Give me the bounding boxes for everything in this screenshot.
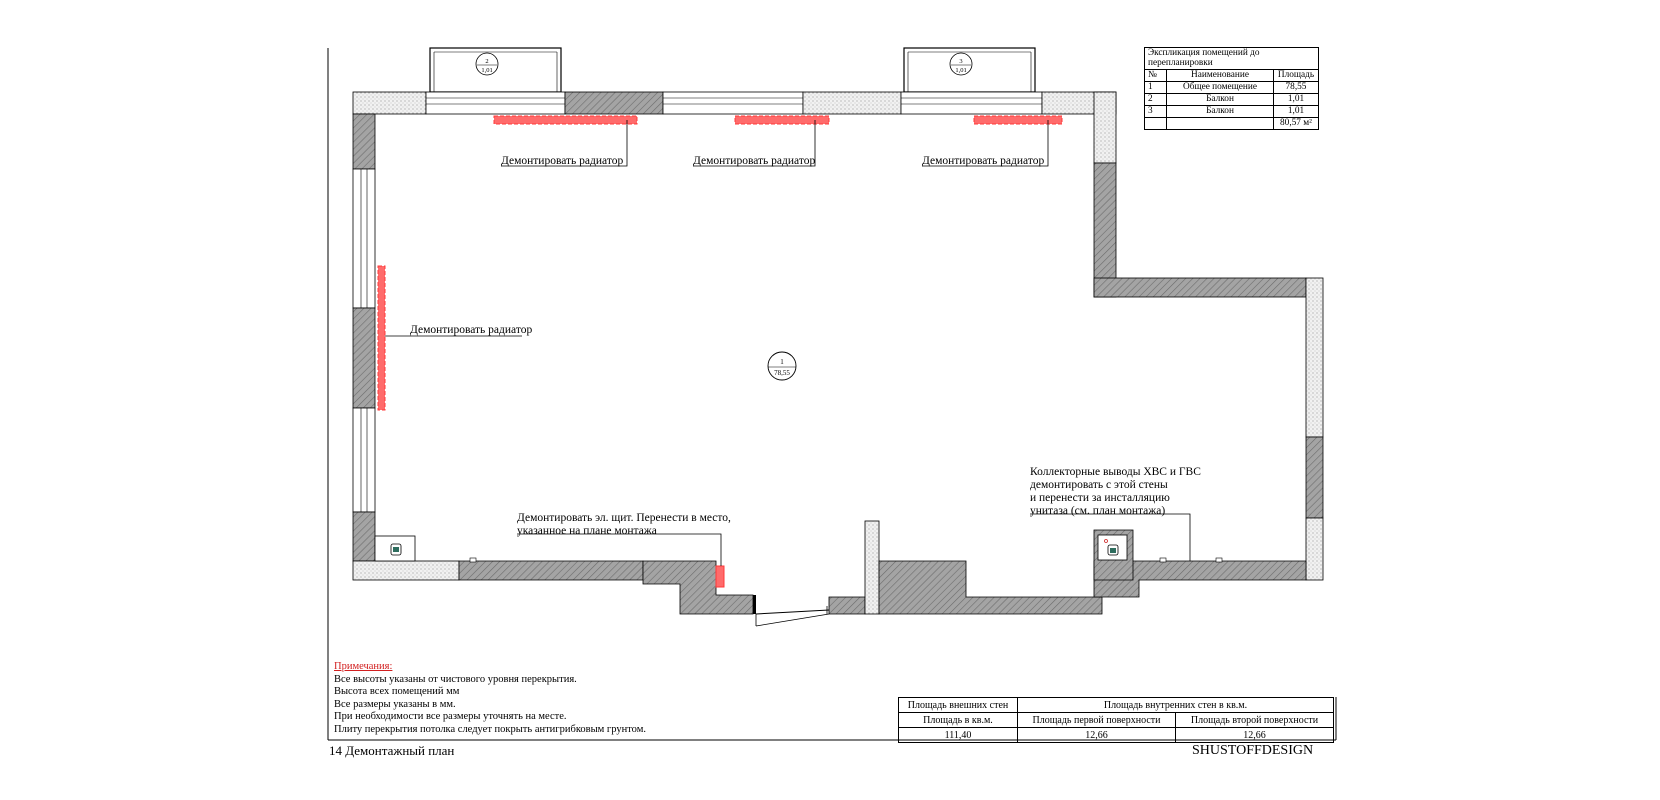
note-line: При необходимости все размеры уточнять на месте. (334, 711, 567, 723)
room-marker-balcony-3 (950, 53, 972, 75)
wall-partition (353, 92, 426, 114)
room-marker-number: 2 (485, 58, 489, 65)
area-header: Площадь внешних стен (899, 698, 1018, 713)
table-cell: Балкон (1167, 105, 1274, 117)
window-opening (353, 408, 375, 512)
wall-partition (865, 521, 879, 614)
explication-title: Экспликация помещений до перепланировки (1145, 48, 1319, 70)
radiator-demolish (494, 116, 637, 124)
table-cell: 78,55 (1274, 81, 1319, 93)
window-opening (901, 92, 1042, 114)
explication-table (1144, 47, 1319, 130)
table-cell (1167, 117, 1274, 129)
annotation-demolish-radiator: Демонтировать радиатор (410, 324, 533, 336)
room-marker-main-1 (768, 352, 796, 380)
room-marker-number: 3 (959, 58, 963, 65)
wall-segment (353, 512, 375, 561)
room-marker-area: 1,01 (481, 67, 493, 74)
wall-areas-table (898, 697, 1334, 743)
annotation-electrical-panel (517, 512, 731, 538)
explication-total: 80,57 м² (1274, 117, 1319, 129)
room-marker-number: 1 (780, 358, 784, 366)
window-opening (353, 169, 375, 308)
radiator-demolish (974, 116, 1062, 124)
wall-segment (829, 597, 865, 614)
table-row (1145, 105, 1319, 117)
annotation-demolish-radiator: Демонтировать радиатор (693, 155, 816, 167)
table-cell: 1,01 (1274, 93, 1319, 105)
annotation-line: Демонтировать эл. щит. Перенести в место, (517, 512, 731, 524)
table-cell (1145, 117, 1167, 129)
table-cell: 3 (1145, 105, 1167, 117)
page-title: 14 Демонтажный план (329, 743, 455, 758)
window-opening (426, 92, 565, 114)
wall-partition (353, 561, 459, 580)
note-line: Высота всех помещений мм (334, 686, 460, 698)
radiator-demolish (378, 266, 385, 410)
wall-partition (1306, 278, 1323, 437)
note-line: Все размеры указаны в мм. (334, 698, 456, 710)
area-column-label: Площадь в кв.м. (899, 713, 1018, 728)
annotation-line: демонтировать с этой стены (1030, 479, 1168, 491)
wall-segment (643, 561, 753, 614)
annotation-line: Коллекторные выводы ХВС и ГВС (1030, 466, 1201, 478)
area-value: 12,66 (1176, 728, 1334, 743)
table-cell: 1,01 (1274, 105, 1319, 117)
wall-segment (1094, 278, 1306, 297)
annotation-line: указанное на плане монтажа (517, 525, 657, 537)
room-marker-area: 78,55 (774, 369, 790, 377)
area-column-label: Площадь первой поверхности (1018, 713, 1176, 728)
annotation-demolish-radiator: Демонтировать радиатор (501, 155, 624, 167)
area-column-label: Площадь второй поверхности (1176, 713, 1334, 728)
table-cell: Балкон (1167, 93, 1274, 105)
explication-header: Наименование (1167, 69, 1274, 81)
table-row (1145, 81, 1319, 93)
entrance-door (756, 610, 829, 614)
annotation-line: унитаза (см. план монтажа) (1030, 505, 1166, 517)
wall-segment (353, 114, 375, 169)
table-cell: Общее помещение (1167, 81, 1274, 93)
annotation-line: и перенести за инсталляцию (1030, 492, 1170, 504)
area-value: 12,66 (1018, 728, 1176, 743)
area-value: 111,40 (899, 728, 1018, 743)
wall-partition (1094, 92, 1116, 163)
table-cell: 2 (1145, 93, 1167, 105)
wall-partition (1306, 518, 1323, 580)
wall-segment (879, 561, 1102, 614)
room-marker-area: 1,01 (955, 67, 967, 74)
explication-header: Площадь (1274, 69, 1319, 81)
annotation-collector-outputs (1030, 466, 1201, 518)
brand-logo-text: SHUSTOFFDESIGN (1192, 743, 1314, 758)
window-opening (663, 92, 803, 114)
note-line: Все высоты указаны от чистового уровня перекрытия. (334, 673, 577, 685)
wall-segment (459, 561, 643, 580)
wall-segment (1306, 437, 1323, 518)
note-line: Плиту перекрытия потолка следует покрыть антигрибковым грунтом. (334, 723, 646, 735)
table-row-total (1145, 117, 1319, 129)
notes-block (334, 661, 646, 737)
wall-segment (1094, 163, 1116, 297)
electrical-panel-demolish (716, 566, 724, 587)
wall-segment (565, 92, 663, 114)
explication-header: № (1145, 69, 1167, 81)
notes-title: Примечания: (334, 661, 393, 672)
wall-segment (353, 308, 375, 408)
annotation-demolish-radiator: Демонтировать радиатор (922, 155, 1045, 167)
table-cell: 1 (1145, 81, 1167, 93)
wall-partition (803, 92, 901, 114)
area-header: Площадь внутренних стен в кв.м. (1018, 698, 1334, 713)
table-row (1145, 93, 1319, 105)
room-marker-balcony-2 (476, 53, 498, 75)
